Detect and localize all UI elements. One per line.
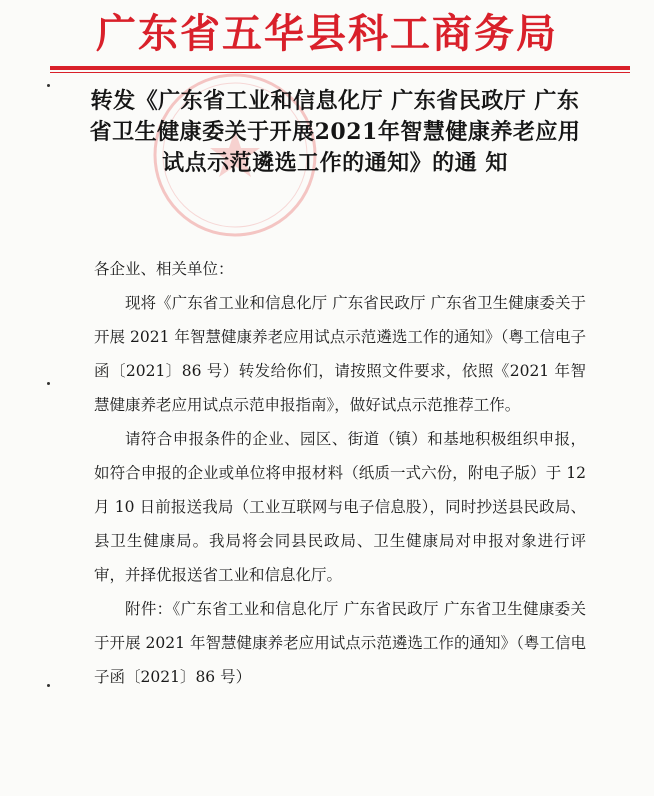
- margin-binding-dot: [47, 684, 50, 687]
- margin-binding-dot: [47, 84, 50, 87]
- body-paragraph-1: 现将《广东省工业和信息化厅 广东省民政厅 广东省卫生健康委关于开展 2021 年智慧健康养老应用试点示范遴选工作的通知》（粤工信电子函〔2021〕86 号）转发给你们，请按照文件要求，依照《2021 年智慧健康养老应用试点示范申报指南》，做好试点示范推荐工作。: [94, 294, 586, 414]
- letterhead-title: 广东省五华县科工商务局: [96, 11, 558, 57]
- attachment-note: 附件：《广东省工业和信息化厅 广东省民政厅 广东省卫生健康委关于开展 2021 年智慧健康养老应用试点示范遴选工作的通知》（粤工信电子函〔2021〕86 号）: [94, 600, 586, 686]
- margin-binding-dot: [47, 382, 50, 385]
- letterhead-rule-thick: [50, 66, 630, 70]
- document-title: 转发《广东省工业和信息化厅 广东省民政厅 广东省卫生健康委关于开展2021年智慧健康养老应用试点示范遴选工作的通知》的通 知: [89, 88, 581, 176]
- letterhead-rule-thin: [50, 72, 630, 73]
- body-paragraph-2: 请符合申报条件的企业、园区、街道（镇）和基地积极组织申报，如符合申报的企业或单位将申报材料（纸质一式六份，附电子版）于 12 月 10 日前报送我局（工业互联网与电子信息股），同时抄送县民政局、县卫生健康局。我局将会同县民政局、卫生健康局对申报对象进行评审，并择优报送省工业和信息化厅。: [94, 430, 586, 584]
- document-body: [94, 252, 586, 694]
- salutation: 各企业、相关单位：: [94, 260, 234, 278]
